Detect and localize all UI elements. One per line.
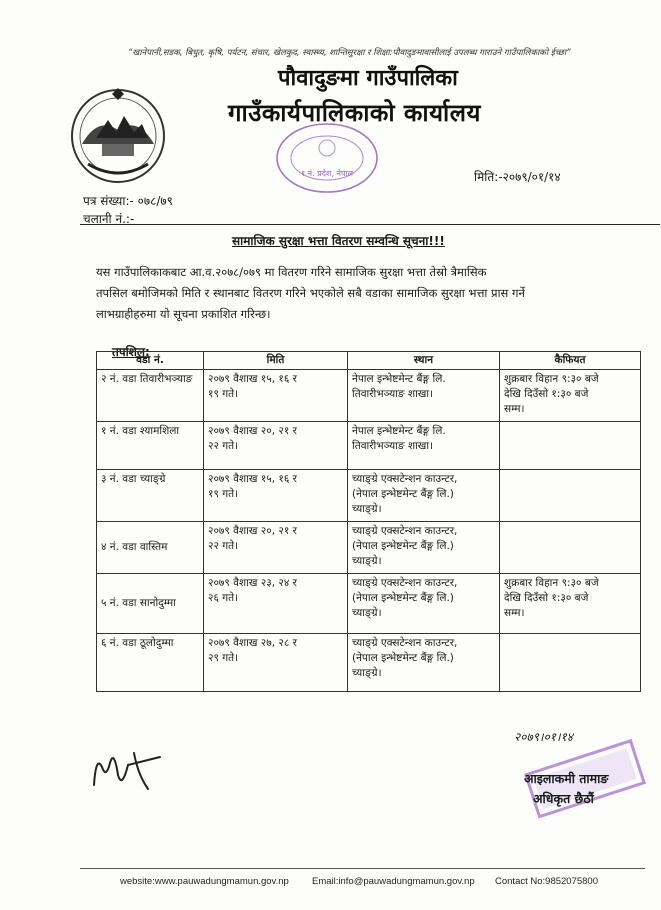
motto-text: “खानेपानी,सडक, बिधुत, कृषि, पर्यटन, संचार, खेलकुद, स्वास्थ्य, शान्तिसुरक्षा र शिक्षा:पौवादुङमावासीलाई उपलब्ध गाराउने गाउँपालिकाको ईच्छा”: [128, 48, 571, 58]
table-row: [97, 470, 641, 522]
cell-remark: शुक्रबार विहान ९:३० बजे देखि दिउँसो १:३० बजे सम्म।: [500, 574, 641, 634]
table-row: [97, 370, 641, 422]
cell-remark: [500, 470, 641, 522]
cell-date: २०७९ वैशाख १५, १६ र १९ गते।: [204, 370, 348, 422]
municipality-name: पौवादुङमा गाउँपालिका: [278, 66, 458, 91]
cell-ward: २ नं. वडा तिवारीभञ्याङ: [97, 370, 204, 422]
cell-ward: ४ नं. वडा वास्तिम: [97, 522, 204, 574]
handwritten-date: २०७९।०१।१४: [514, 730, 574, 744]
officer-name: आइलाकमी तामाङ: [524, 771, 609, 786]
notice-line: तपसिल बमोजिमको मिति र स्थानबाट वितरण गरिने भएकोले सबै वडाका सामाजिक सुरक्षा भत्ता प्रास गर्ने: [96, 286, 525, 300]
details-label: तपशिल:: [112, 345, 150, 359]
cell-date: २०७९ वैशाख २७, २८ र २९ गते।: [204, 634, 348, 692]
header-divider: [80, 224, 660, 225]
nepal-emblem-icon: [68, 86, 168, 186]
distribution-table: [96, 351, 641, 692]
notice-subject: सामाजिक सुरक्षा भत्ता वितरण सम्वन्धि सूचना!!!: [232, 234, 445, 248]
cell-remark: [500, 634, 641, 692]
footer-contact: Contact No:9852075800: [495, 876, 598, 887]
table-header-row: [97, 352, 641, 370]
table-row: [97, 574, 641, 634]
cell-place: नेपाल इन्भेष्टमेन्ट बैंङ्ग लि. तिवारीभञ्याङ शाखा।: [348, 422, 500, 470]
cell-ward: ६ नं. वडा ठूलोदुम्मा: [97, 634, 204, 692]
cell-ward: ५ नं. वडा सानोदुम्मा: [97, 574, 204, 634]
dispatch-number: चलानी नं.:-: [83, 212, 135, 226]
cell-place: च्याङ्ग्रे एक्सटेन्शन काउन्टर, (नेपाल इन्भेष्टमेन्ट बैंङ्ग लि.) च्याङ्ग्रे।: [348, 522, 500, 574]
header-remark: कैफियत: [500, 352, 641, 370]
table-row: [97, 522, 641, 574]
header-ward: वडा नं.: [97, 352, 204, 370]
cell-remark: [500, 422, 641, 470]
office-stamp-icon: [272, 118, 382, 198]
footer-website[interactable]: website:www.pauwadungmamun.gov.np: [120, 876, 289, 887]
office-name: गाउँकार्यपालिकाको कार्यालय: [228, 99, 481, 127]
table-row: [97, 634, 641, 692]
notice-body: [96, 262, 656, 325]
date-line: मिति:-२०७९/०१/१४: [474, 170, 561, 184]
cell-remark: [500, 522, 641, 574]
notice-line: यस गाउँपालिकाकबाट आ.व.२०७८/०७९ मा वितरण गरिने सामाजिक सुरक्षा भत्ता तेस्रो त्रैमासिक: [96, 265, 487, 279]
cell-place: च्याङ्ग्रे एक्सटेन्शन काउन्टर, (नेपाल इन्भेष्टमेन्ट बैंङ्ग लि.) च्याङ्ग्रे।: [348, 470, 500, 522]
cell-ward: ३ नं. वडा च्याङ्ग्रे: [97, 470, 204, 522]
letter-number: पत्र संख्या:- ०७८/७९: [83, 194, 173, 208]
cell-place: नेपाल इन्भेष्टमेन्ट बैंङ्ग लि. तिवारीभञ्याङ शाखा।: [348, 370, 500, 422]
officer-title: अधिकृत छैठौं: [533, 791, 594, 806]
cell-place: च्याङ्ग्रे एक्सटेन्शन काउन्टर, (नेपाल इन्भेष्टमेन्ट बैंङ्ग लि.) च्याङ्ग्रे।: [348, 634, 500, 692]
cell-date: २०७९ वैशाख २३, २४ र २६ गते।: [204, 574, 348, 634]
header-date: मिति: [204, 352, 348, 370]
cell-date: २०७९ वैशाख २०, २१ र २२ गते।: [204, 522, 348, 574]
cell-date: २०७९ वैशाख २०, २१ र २२ गते।: [204, 422, 348, 470]
table-row: [97, 422, 641, 470]
left-signature-icon: [88, 745, 168, 795]
stamp-text: १ नं. प्रदेश, नेपाल: [300, 169, 354, 178]
header-place: स्थान: [348, 352, 500, 370]
notice-line: लाभग्राहीहरुमा यो सूचना प्रकाशित गरिन्छ।: [96, 307, 271, 321]
cell-place: च्याङ्ग्रे एक्सटेन्शन काउन्टर, (नेपाल इन्भेष्टमेन्ट बैंङ्ग लि.) च्याङ्ग्रे।: [348, 574, 500, 634]
cell-remark: शुक्रबार विहान ९:३० बजे देखि दिउँसो १:३० बजे सम्म।: [500, 370, 641, 422]
footer-divider: [80, 868, 645, 869]
cell-date: २०७९ वैशाख १५, १६ र १९ गते।: [204, 470, 348, 522]
cell-ward: १ नं. वडा श्यामशिला: [97, 422, 204, 470]
footer-email[interactable]: Email:info@pauwadungmamun.gov.np: [312, 876, 475, 887]
